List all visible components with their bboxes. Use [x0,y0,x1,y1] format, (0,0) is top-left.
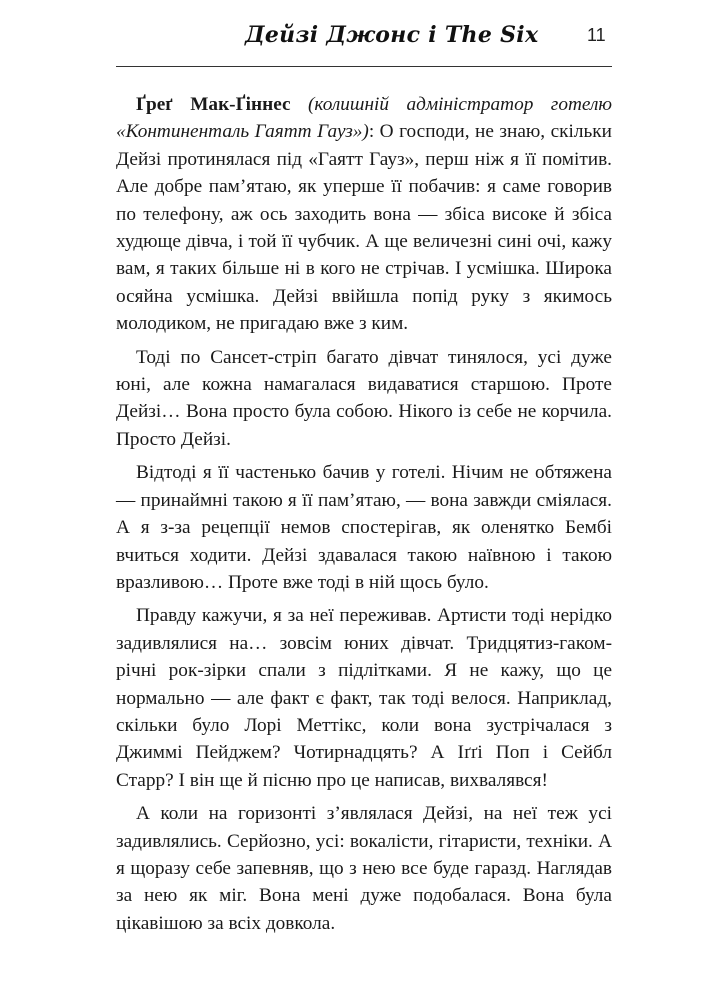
paragraph-2: Тоді по Сансет-стріп багато дівчат тинялося, усі дуже юні, але кожна намагалася видаватися старшою. Проте Дейзі… Вона просто була собою. Нікого із себе не корчила. Просто Дейзі. [116,346,612,450]
paragraph-4: Правду кажучи, я за неї переживав. Артисти тоді нерідко задивлялися на… зовсім юних дівчат. Тридцятиз-гаком-річні рок-зірки спали з підлітками. Я не кажу, що це нормально — але факт є факт, так тоді велося. Наприклад, скільки було Лорі Меттікс, коли вона зустрічалася з Джиммі Пейджем? Чотирнадцять? А Іґґі Поп і Сейбл Старр? І він ще й пісню про це написав, вихвалявся! [116,605,612,791]
running-title: Дейзі Джонс і The Six [245,22,539,48]
main-text [116,91,612,943]
header-divider [116,66,612,67]
page-number: 11 [587,25,606,45]
speaker-name: Ґреґ Мак-Ґіннес [136,94,291,115]
running-head [0,18,728,54]
paragraph-3: Відтоді я її частенько бачив у готелі. Нічим не обтяжена — принаймні такою я її пам’ятаю, — вона завжди сміялася. А я з-за рецепції немов спостерігав, як оленятко Бембі вчиться ходити. Дейзі здавалася такою наївною і такою вразливою… Проте вже тоді в ній щось було. [116,462,612,593]
paragraph-5: А коли на горизонті з’являлася Дейзі, на неї теж усі задивлялись. Серйозно, усі: вокалісти, гітаристи, техніки. А я щоразу себе запевняв, що з нею все буде гаразд. Наглядав за нею як міг. Вона мені дуже подобалася. Вона була цікавішою за всіх довкола. [116,803,612,934]
paragraph-1-text: : О господи, не знаю, скільки Дейзі протинялася під «Гаятт Гауз», перш ніж я її помітив. Але добре пам’ятаю, як уперше її побачив: я саме говорив по телефону, аж ось заходить вона — збіса високе й збіса худюще дівча, і той її чубчик. А ще величезні сині очі, кажу вам, я таких більше ні в кого не стрічав. І усмішка. Широка осяйна усмішка. Дейзі ввійшла попід руку з якимось молодиком, не пригадаю вже з ким. [116,121,612,335]
speaker-role: (колишній адміністратор готелю «Континенталь Гаятт Гауз») [116,94,612,143]
paragraph-1 [116,91,612,338]
